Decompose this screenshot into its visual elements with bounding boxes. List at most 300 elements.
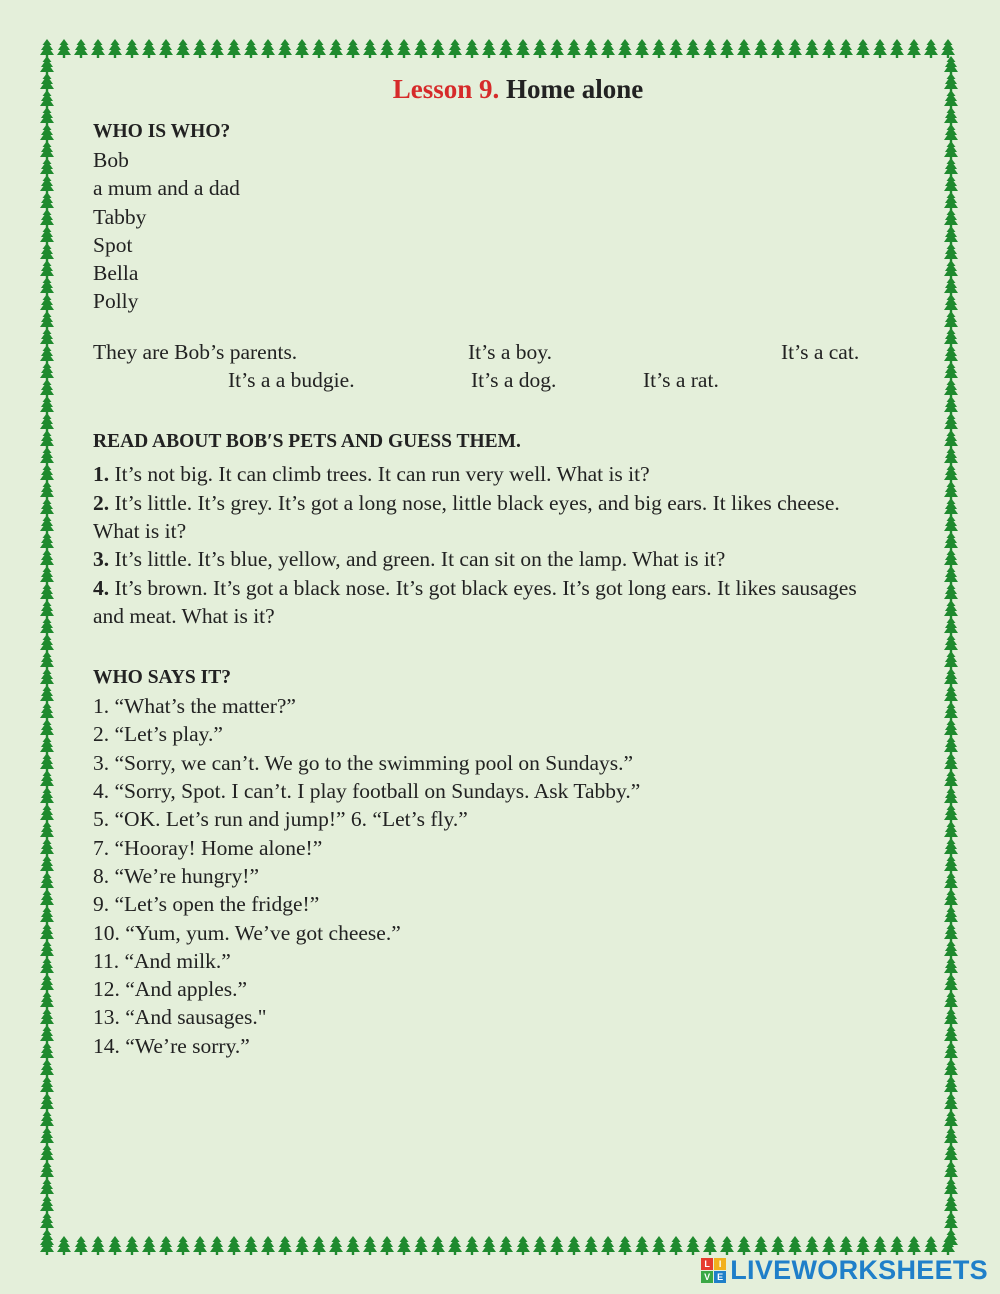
tree-icon — [944, 651, 958, 670]
tree-icon — [193, 1236, 207, 1255]
tree-icon — [40, 787, 54, 806]
tree-icon — [329, 39, 343, 58]
liveworksheets-watermark — [701, 1255, 988, 1286]
riddle-item — [93, 574, 883, 631]
tree-icon — [944, 872, 958, 891]
tree-icon — [805, 1236, 819, 1255]
tree-icon — [944, 515, 958, 534]
tree-icon — [125, 39, 139, 58]
tree-icon — [635, 39, 649, 58]
tree-icon — [686, 1236, 700, 1255]
riddle-text: It’s little. It’s blue, yellow, and green. It can sit on the lamp. What is it? — [109, 547, 726, 572]
tree-icon — [944, 685, 958, 704]
tree-icon — [380, 39, 394, 58]
tree-icon — [363, 39, 377, 58]
tree-icon — [839, 39, 853, 58]
tree-icon — [788, 39, 802, 58]
tree-icon — [703, 1236, 717, 1255]
tree-icon — [40, 311, 54, 330]
name-item: Polly — [93, 289, 139, 314]
tree-icon — [533, 39, 547, 58]
tree-icon — [40, 855, 54, 874]
tree-icon — [40, 464, 54, 483]
tree-icon — [944, 702, 958, 721]
tree-icon — [944, 617, 958, 636]
tree-icon — [40, 226, 54, 245]
tree-icon — [944, 226, 958, 245]
tree-icon — [944, 770, 958, 789]
quote-item: 2. “Let’s play.” — [93, 722, 223, 747]
tree-icon — [40, 90, 54, 109]
tree-icon — [944, 1161, 958, 1180]
tree-icon — [40, 39, 54, 58]
tree-icon — [499, 39, 513, 58]
tree-icon — [414, 39, 428, 58]
tree-icon — [944, 1025, 958, 1044]
tree-icon — [944, 804, 958, 823]
tree-icon — [944, 90, 958, 109]
tree-icon — [944, 532, 958, 551]
tree-icon — [944, 107, 958, 126]
tree-icon — [944, 753, 958, 772]
tree-icon — [944, 974, 958, 993]
tree-icon — [944, 158, 958, 177]
tree-icon — [40, 56, 54, 75]
tree-icon — [40, 515, 54, 534]
tree-icon — [431, 1236, 445, 1255]
quote-item: 10. “Yum, yum. We’ve got cheese.” — [93, 920, 401, 945]
tree-icon — [822, 1236, 836, 1255]
tree-icon — [40, 532, 54, 551]
tree-icon — [944, 634, 958, 653]
answer-options-row-1 — [93, 338, 883, 366]
tree-icon — [40, 1093, 54, 1112]
quote-item: 7. “Hooray! Home alone!” — [93, 835, 323, 860]
tree-icon — [40, 413, 54, 432]
tree-icon — [40, 1008, 54, 1027]
tree-icon — [737, 39, 751, 58]
tree-icon — [40, 294, 54, 313]
tree-icon — [944, 481, 958, 500]
tree-icon — [944, 430, 958, 449]
tree-icon — [944, 719, 958, 738]
tree-icon — [944, 1042, 958, 1061]
tree-icon — [669, 39, 683, 58]
tree-icon — [40, 1212, 54, 1231]
tree-icon — [40, 702, 54, 721]
tree-icon — [57, 39, 71, 58]
riddle-number: 2. — [93, 490, 110, 515]
tree-icon — [40, 1025, 54, 1044]
tree-icon — [40, 838, 54, 857]
tree-icon — [40, 668, 54, 687]
tree-icon — [944, 192, 958, 211]
quote-item: 5. “OK. Let’s run and jump!” 6. “Let’s fly.” — [93, 807, 468, 832]
tree-icon — [907, 1236, 921, 1255]
tree-icon — [944, 1195, 958, 1214]
tree-icon — [40, 447, 54, 466]
tree-icon — [57, 1236, 71, 1255]
tree-icon — [944, 328, 958, 347]
tree-icon — [40, 940, 54, 959]
tree-icon — [312, 1236, 326, 1255]
logo-letter: E — [714, 1271, 726, 1283]
tree-icon — [499, 1236, 513, 1255]
answer-option: They are Bob’s parents. — [93, 339, 298, 364]
tree-icon — [244, 39, 258, 58]
riddle-item — [93, 460, 883, 488]
tree-icon — [40, 141, 54, 160]
tree-icon — [227, 39, 241, 58]
quote-item: 8. “We’re hungry!” — [93, 863, 260, 888]
tree-icon — [40, 396, 54, 415]
tree-icon — [873, 39, 887, 58]
tree-icon — [108, 39, 122, 58]
tree-icon — [40, 719, 54, 738]
tree-icon — [448, 1236, 462, 1255]
tree-icon — [108, 1236, 122, 1255]
tree-icon — [40, 73, 54, 92]
riddle-text: It’s brown. It’s got a black nose. It’s got black eyes. It’s got long ears. It likes sausages and meat. What is it? — [93, 575, 857, 628]
tree-icon — [295, 1236, 309, 1255]
tree-icon — [944, 311, 958, 330]
tree-icon — [601, 39, 615, 58]
quote-item: 9. “Let’s open the fridge!” — [93, 892, 320, 917]
tree-icon — [944, 889, 958, 908]
tree-icon — [40, 872, 54, 891]
tree-icon — [40, 209, 54, 228]
tree-icon — [601, 1236, 615, 1255]
tree-icon — [941, 39, 955, 58]
pets-heading: READ ABOUT BOB′S PETS AND GUESS THEM. — [93, 431, 521, 453]
pets-riddles — [93, 460, 883, 630]
tree-icon — [516, 39, 530, 58]
tree-icon — [944, 906, 958, 925]
tree-icon — [40, 549, 54, 568]
answer-option: It’s a cat. — [781, 339, 860, 364]
tree-icon — [856, 1236, 870, 1255]
tree-icon — [40, 770, 54, 789]
tree-icon — [40, 906, 54, 925]
tree-icon — [397, 1236, 411, 1255]
tree-icon — [40, 617, 54, 636]
answer-option: It’s a a budgie. — [228, 368, 355, 393]
tree-icon — [159, 1236, 173, 1255]
tree-icon — [856, 39, 870, 58]
tree-icon — [944, 991, 958, 1010]
quote-item: 1. “What’s the matter?” — [93, 694, 296, 719]
tree-icon — [261, 39, 275, 58]
logo-letter: L — [701, 1258, 713, 1270]
riddle-number: 1. — [93, 462, 110, 487]
tree-icon — [839, 1236, 853, 1255]
tree-icon — [669, 1236, 683, 1255]
tree-icon — [944, 464, 958, 483]
tree-icon — [944, 73, 958, 92]
tree-icon — [944, 940, 958, 959]
tree-icon — [91, 39, 105, 58]
tree-icon — [40, 957, 54, 976]
tree-icon — [40, 1178, 54, 1197]
tree-icon — [193, 39, 207, 58]
tree-icon — [703, 39, 717, 58]
tree-icon — [944, 600, 958, 619]
tree-icon — [431, 39, 445, 58]
tree-icon — [944, 1076, 958, 1095]
tree-icon — [40, 974, 54, 993]
tree-icon — [873, 1236, 887, 1255]
tree-icon — [771, 39, 785, 58]
tree-icon — [363, 1236, 377, 1255]
tree-icon — [40, 243, 54, 262]
tree-icon — [295, 39, 309, 58]
logo-letter: V — [701, 1271, 713, 1283]
tree-icon — [40, 430, 54, 449]
tree-icon — [159, 39, 173, 58]
tree-icon — [40, 1161, 54, 1180]
tree-icon — [516, 1236, 530, 1255]
tree-icon — [40, 124, 54, 143]
tree-icon — [652, 39, 666, 58]
tree-icon — [40, 1229, 54, 1248]
tree-icon — [40, 1144, 54, 1163]
tree-icon — [822, 39, 836, 58]
tree-icon — [618, 1236, 632, 1255]
tree-icon — [944, 1144, 958, 1163]
tree-icon — [40, 481, 54, 500]
tree-icon — [944, 1093, 958, 1112]
tree-icon — [278, 1236, 292, 1255]
tree-icon — [944, 583, 958, 602]
tree-icon — [40, 923, 54, 942]
riddle-number: 4. — [93, 575, 110, 600]
page-title — [153, 72, 883, 106]
worksheet-content — [93, 70, 883, 1060]
tree-icon — [771, 1236, 785, 1255]
tree-icon — [40, 1127, 54, 1146]
tree-icon — [40, 107, 54, 126]
tree-icon — [40, 379, 54, 398]
lesson-number: Lesson 9. — [392, 74, 500, 104]
tree-icon — [652, 1236, 666, 1255]
quote-item: 13. “And sausages." — [93, 1005, 267, 1030]
tree-icon — [720, 1236, 734, 1255]
tree-icon — [635, 1236, 649, 1255]
quote-item: 4. “Sorry, Spot. I can’t. I play football on Sundays. Ask Tabby.” — [93, 779, 641, 804]
tree-icon — [40, 362, 54, 381]
tree-icon — [40, 158, 54, 177]
tree-icon — [584, 1236, 598, 1255]
tree-icon — [944, 821, 958, 840]
tree-icon — [567, 39, 581, 58]
quote-item: 11. “And milk.” — [93, 948, 231, 973]
quote-item: 3. “Sorry, we can’t. We go to the swimming pool on Sundays.” — [93, 750, 634, 775]
tree-icon — [944, 668, 958, 687]
tree-icon — [944, 396, 958, 415]
tree-icon — [40, 651, 54, 670]
tree-icon — [176, 39, 190, 58]
tree-icon — [40, 345, 54, 364]
tree-icon — [944, 379, 958, 398]
tree-icon — [550, 1236, 564, 1255]
tree-icon — [944, 1178, 958, 1197]
tree-icon — [465, 39, 479, 58]
tree-icon — [329, 1236, 343, 1255]
tree-icon — [312, 39, 326, 58]
logo-letter: I — [714, 1258, 726, 1270]
tree-icon — [397, 39, 411, 58]
tree-icon — [40, 566, 54, 585]
tree-icon — [944, 124, 958, 143]
tree-icon — [40, 1059, 54, 1078]
tree-icon — [448, 39, 462, 58]
tree-icon — [944, 175, 958, 194]
tree-icon — [924, 39, 938, 58]
tree-icon — [567, 1236, 581, 1255]
riddle-text: It’s little. It’s grey. It’s got a long nose, little black eyes, and big ears. It likes cheese. What is it? — [93, 490, 840, 543]
tree-icon — [125, 1236, 139, 1255]
tree-icon — [176, 1236, 190, 1255]
tree-icon — [40, 498, 54, 517]
tree-icon — [944, 498, 958, 517]
tree-icon — [414, 1236, 428, 1255]
tree-icon — [40, 736, 54, 755]
tree-icon — [944, 838, 958, 857]
name-item: Bella — [93, 261, 139, 286]
who-says-heading: WHO SAYS IT? — [93, 667, 231, 689]
tree-icon — [805, 39, 819, 58]
tree-icon — [550, 39, 564, 58]
tree-icon — [618, 39, 632, 58]
quote-item: 12. “And apples.” — [93, 977, 248, 1002]
tree-icon — [944, 260, 958, 279]
lesson-name: Home alone — [506, 74, 644, 104]
tree-icon — [944, 549, 958, 568]
tree-icon — [944, 736, 958, 755]
tree-icon — [74, 1236, 88, 1255]
tree-icon — [40, 804, 54, 823]
tree-icon — [944, 855, 958, 874]
tree-icon — [944, 413, 958, 432]
tree-icon — [40, 600, 54, 619]
tree-icon — [944, 56, 958, 75]
tree-icon — [944, 1059, 958, 1078]
tree-icon — [737, 1236, 751, 1255]
tree-icon — [944, 566, 958, 585]
tree-icon — [40, 192, 54, 211]
tree-icon — [686, 39, 700, 58]
tree-icon — [40, 753, 54, 772]
tree-icon — [944, 294, 958, 313]
tree-icon — [40, 1195, 54, 1214]
tree-icon — [584, 39, 598, 58]
tree-icon — [924, 1236, 938, 1255]
tree-icon — [40, 991, 54, 1010]
tree-icon — [944, 957, 958, 976]
name-item: Bob — [93, 148, 129, 172]
tree-icon — [944, 1212, 958, 1231]
riddle-number: 3. — [93, 547, 110, 572]
tree-icon — [720, 39, 734, 58]
tree-icon — [142, 39, 156, 58]
riddle-text: It’s not big. It can climb trees. It can run very well. What is it? — [109, 462, 650, 487]
tree-icon — [380, 1236, 394, 1255]
tree-icon — [40, 1076, 54, 1095]
tree-icon — [40, 1110, 54, 1129]
tree-icon — [465, 1236, 479, 1255]
tree-icon — [346, 1236, 360, 1255]
tree-icon — [210, 1236, 224, 1255]
tree-icon — [944, 1008, 958, 1027]
tree-icon — [74, 39, 88, 58]
tree-icon — [278, 39, 292, 58]
tree-icon — [944, 787, 958, 806]
quote-item: 14. “We’re sorry.” — [93, 1033, 250, 1058]
tree-icon — [40, 1042, 54, 1061]
tree-icon — [482, 1236, 496, 1255]
tree-icon — [533, 1236, 547, 1255]
tree-icon — [346, 39, 360, 58]
riddle-item — [93, 489, 883, 546]
tree-icon — [142, 1236, 156, 1255]
tree-icon — [944, 1127, 958, 1146]
tree-icon — [754, 1236, 768, 1255]
tree-icon — [227, 1236, 241, 1255]
tree-icon — [890, 39, 904, 58]
tree-icon — [907, 39, 921, 58]
tree-icon — [944, 345, 958, 364]
tree-icon — [40, 634, 54, 653]
tree-icon — [210, 39, 224, 58]
tree-icon — [944, 1110, 958, 1129]
liveworksheets-logo-icon — [701, 1258, 726, 1283]
tree-icon — [40, 583, 54, 602]
name-item: Tabby — [93, 204, 147, 229]
names-list — [93, 146, 883, 316]
quotes-list — [93, 692, 883, 1060]
tree-icon — [40, 685, 54, 704]
tree-icon — [754, 39, 768, 58]
tree-icon — [890, 1236, 904, 1255]
tree-icon — [244, 1236, 258, 1255]
name-item: Spot — [93, 232, 133, 257]
tree-icon — [788, 1236, 802, 1255]
tree-icon — [944, 209, 958, 228]
tree-icon — [40, 328, 54, 347]
tree-icon — [944, 923, 958, 942]
tree-icon — [261, 1236, 275, 1255]
tree-icon — [40, 260, 54, 279]
tree-icon — [944, 447, 958, 466]
tree-icon — [40, 175, 54, 194]
tree-icon — [944, 362, 958, 381]
name-item: a mum and a dad — [93, 176, 240, 201]
tree-icon — [91, 1236, 105, 1255]
watermark-text: LIVEWORKSHEETS — [730, 1255, 988, 1285]
tree-icon — [944, 141, 958, 160]
tree-icon — [944, 243, 958, 262]
answer-option: It’s a boy. — [468, 339, 552, 364]
tree-icon — [482, 39, 496, 58]
tree-icon — [40, 821, 54, 840]
tree-icon — [40, 889, 54, 908]
answer-option: It’s a dog. — [471, 368, 557, 393]
answer-options-row-2 — [93, 366, 883, 394]
riddle-item — [93, 545, 883, 573]
who-is-who-heading: WHO IS WHO? — [93, 121, 231, 142]
answer-option: It’s a rat. — [643, 368, 719, 393]
tree-icon — [944, 277, 958, 296]
